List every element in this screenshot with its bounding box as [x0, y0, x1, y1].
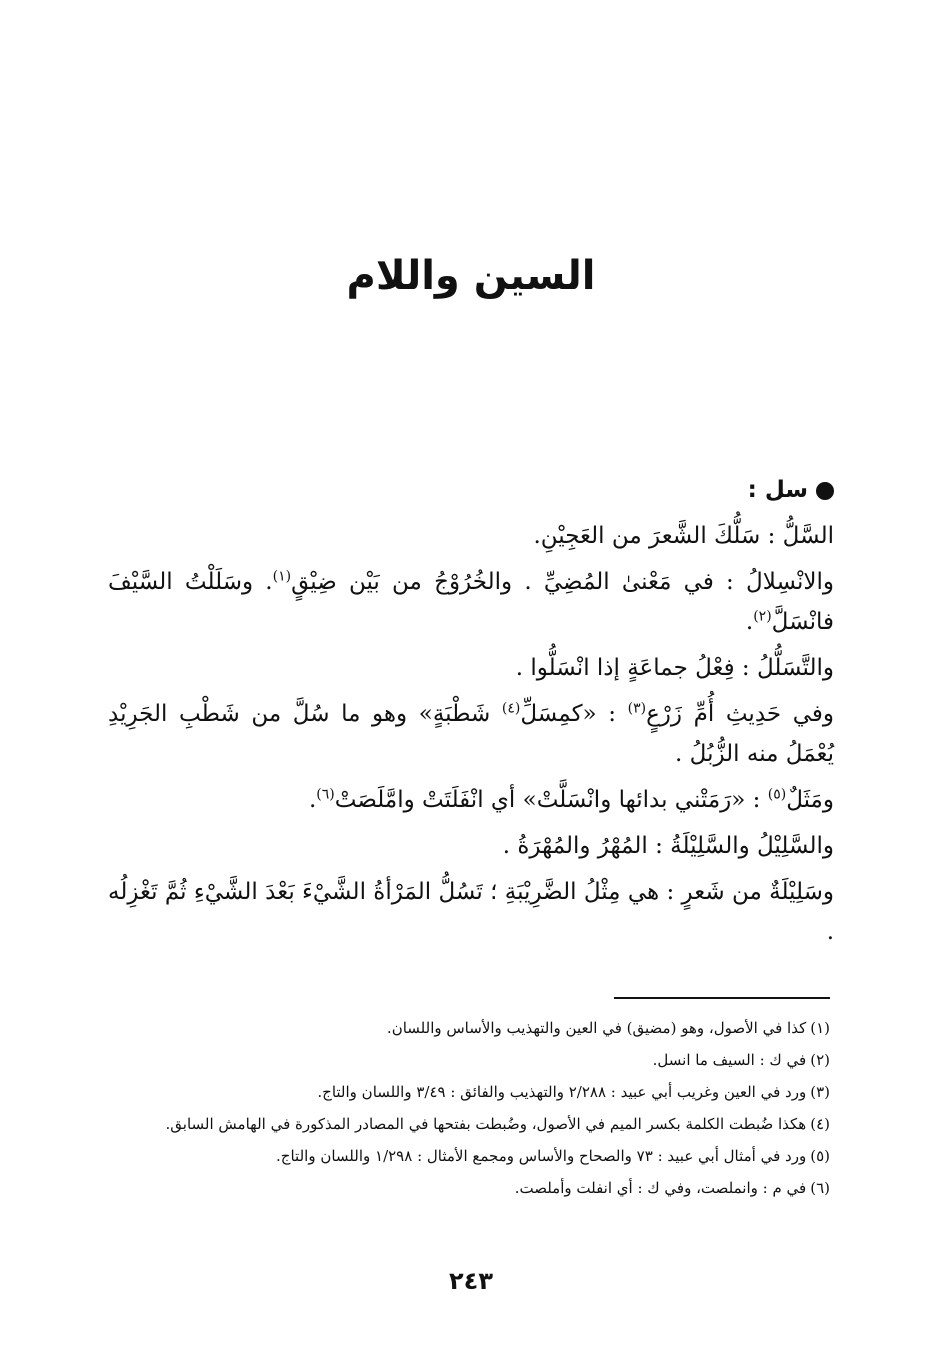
entry-paragraph-4	[108, 694, 834, 774]
bullet-icon	[816, 482, 834, 500]
footnote-text: ورد في العين وغريب أبي عبيد : ٢/٢٨٨ والتهذيب والفائق : ٣/٤٩ واللسان والتاج.	[317, 1083, 807, 1101]
entry-paragraph-2	[108, 562, 834, 642]
paragraph-text: والسَّلِيْلُ والسَّلِيْلَةُ : المُهْرُ والمُهْرَةُ .	[502, 833, 834, 859]
paragraph-text: : «رَمَتْني بدائها وانْسَلَّتْ» أي انْفَلَتَتْ وامَّلَصَتْ	[334, 787, 761, 813]
footnote-6	[108, 1172, 830, 1204]
entry-heading	[108, 470, 834, 510]
paragraph-text: : «كمِسَلِّ	[520, 701, 616, 727]
chapter-title: السين واللام	[346, 253, 596, 299]
footnote-number: (٦)	[810, 1179, 830, 1197]
entry-paragraph-3	[108, 648, 834, 688]
footnote-3	[108, 1076, 830, 1108]
footnotes	[108, 1012, 830, 1204]
entry-body	[108, 470, 834, 958]
entry-paragraph-5	[108, 780, 834, 820]
footnote-ref-2[interactable]: (٢)	[753, 608, 772, 625]
footnote-5	[108, 1140, 830, 1172]
paragraph-text: السَّلُّ : سَلُّكَ الشَّعرَ من العَجِيْنِ.	[533, 523, 834, 549]
footnote-2	[108, 1044, 830, 1076]
footnote-separator	[614, 997, 830, 999]
page-number: ٢٤٣	[449, 1267, 493, 1295]
paragraph-text: .	[308, 787, 317, 813]
footnote-ref-6[interactable]: (٦)	[316, 786, 335, 803]
footnote-text: ورد في أمثال أبي عبيد : ٧٣ والصحاح والأساس ومجمع الأمثال : ١/٢٩٨ واللسان والتاج.	[276, 1147, 807, 1165]
footnote-4	[108, 1108, 830, 1140]
footnote-number: (٢)	[810, 1051, 830, 1069]
footnote-ref-4[interactable]: (٤)	[501, 700, 521, 717]
entry-paragraph-6	[108, 826, 834, 866]
paragraph-text: والانْسِلالُ : في مَعْنىٰ المُضِيِّ . والخُرُوْجُ من بَيْن ضِيْقٍ	[291, 569, 834, 595]
footnote-1	[108, 1012, 830, 1044]
footnote-number: (١)	[810, 1019, 830, 1037]
entry-root: سل :	[747, 477, 808, 503]
paragraph-text: شَطْبَةٍ» وهو ما سُلَّ من شَطْبِ الجَرِيْدِ يُعْمَلُ منه الزُّبُلُ .	[108, 701, 834, 767]
paragraph-text: وفي حَدِيثِ أُمِّ زَرْعٍ	[646, 701, 835, 727]
footnote-ref-1[interactable]: (١)	[272, 568, 292, 585]
footnote-text: في ك : السيف ما انسل.	[652, 1051, 807, 1069]
footnote-number: (٥)	[810, 1147, 830, 1165]
footnote-text: كذا في الأصول، وهو (مضيق) في العين والتهذيب والأساس واللسان.	[386, 1019, 807, 1037]
footnote-text: في م : وانملصت، وفي ك : أي انفلت وأملصت.	[514, 1179, 807, 1197]
footnote-ref-3[interactable]: (٣)	[627, 700, 647, 717]
footnote-text: هكذا ضُبطت الكلمة بكسر الميم في الأصول، وضُبطت بفتحها في المصادر المذكورة في الهامش السابق.	[165, 1115, 807, 1133]
paragraph-text: وسَلِيْلَةٌ من شَعرٍ : هي مِثْلُ الضَّرِيْبَةِ ؛ تَسُلُّ المَرْأةُ الشَّيْءَ بَعْدَ الشَّيْءِ ثُمَّ تَغْزِلُه .	[108, 879, 834, 945]
entry-paragraph-7	[108, 872, 834, 952]
paragraph-text: والتَّسَلُّلُ : فِعْلُ جماعَةٍ إذا انْسَلُّوا .	[515, 655, 834, 681]
paragraph-text: ومَثَلٌ	[786, 787, 834, 813]
footnote-number: (٤)	[810, 1115, 830, 1133]
paragraph-text: . وسَلَلْتُ السَّيْفَ فانْسَلَّ	[108, 569, 834, 635]
entry-paragraph-1	[108, 516, 834, 556]
footnote-number: (٣)	[810, 1083, 830, 1101]
paragraph-text: .	[745, 609, 754, 635]
footnote-ref-5[interactable]: (٥)	[767, 786, 787, 803]
